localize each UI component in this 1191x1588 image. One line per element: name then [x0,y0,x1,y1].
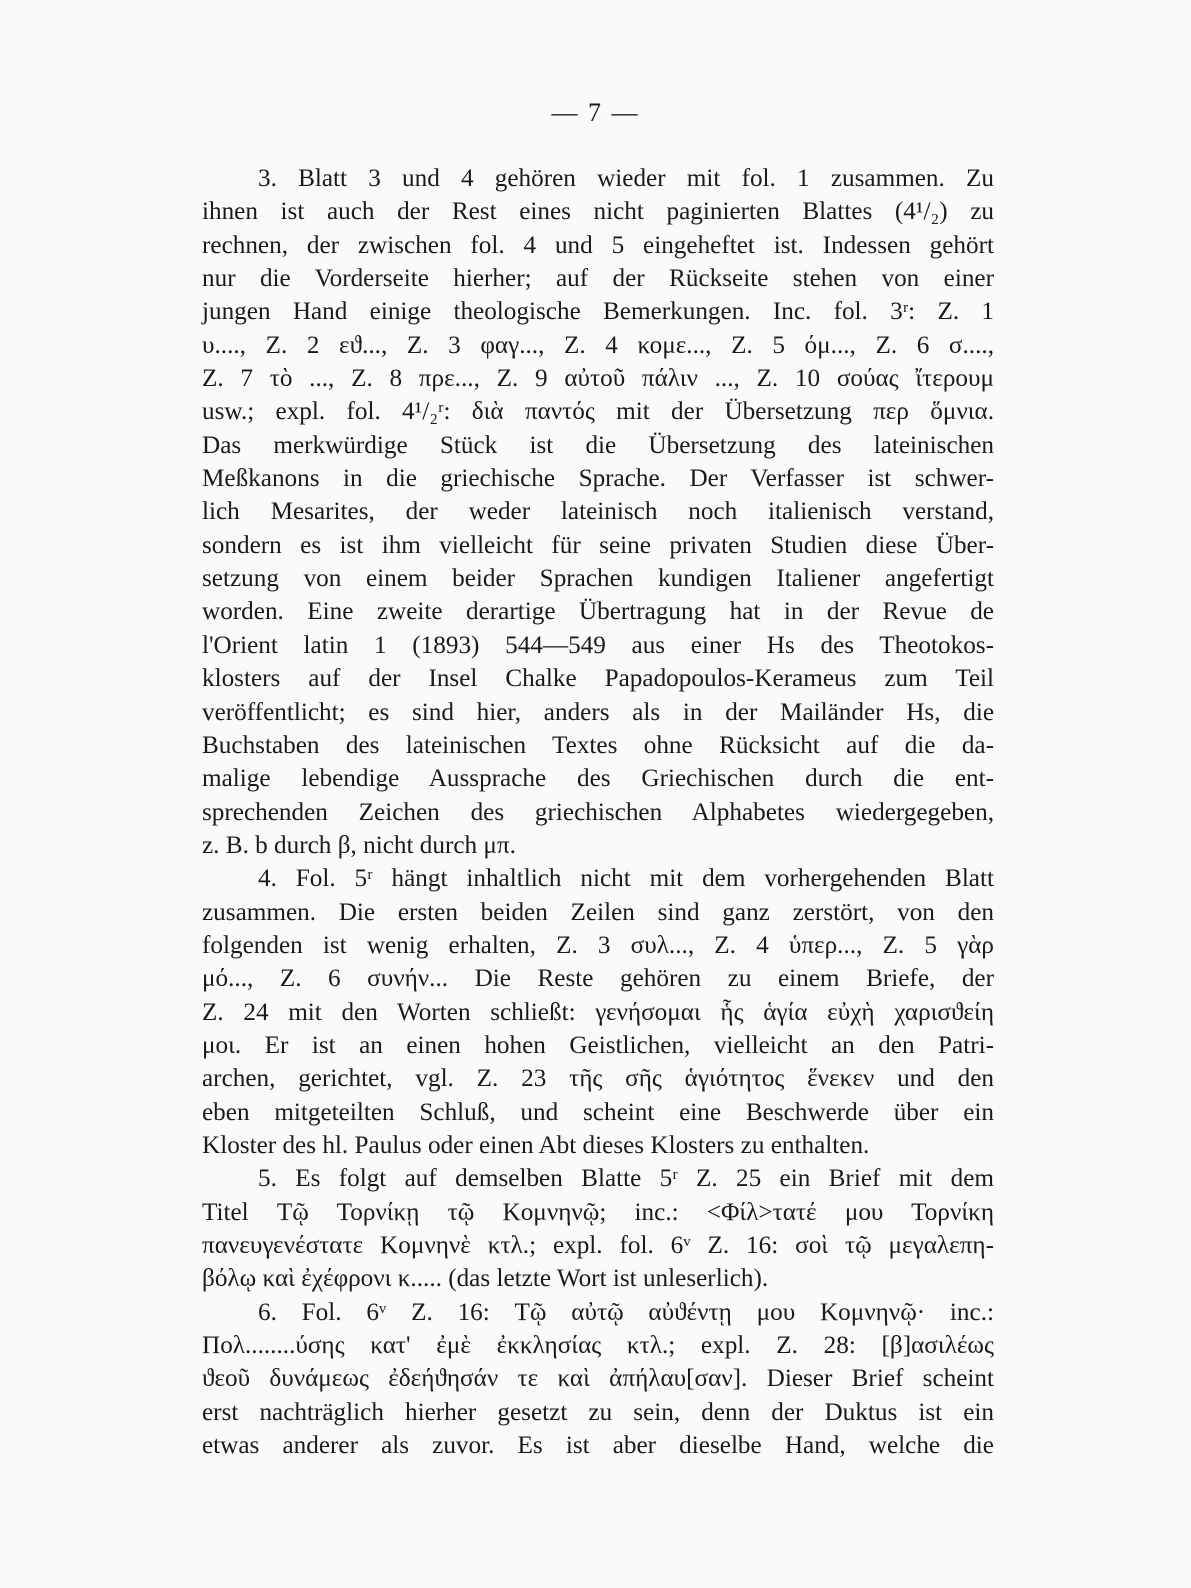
text-line: μό..., Z. 6 συνήν... Die Reste gehören zu einem Briefe, der [202,965,994,993]
text-line: ihnen ist auch der Rest eines nicht paginierten Blattes (4¹/₂) zu [202,198,994,226]
text-line: l'Orient latin 1 (1893) 544—549 aus einer Hs des Theotokos- [202,631,994,659]
text-line: jungen Hand einige theologische Bemerkungen. Inc. fol. 3ʳ: Z. 1 [202,298,994,326]
text-line: lich Mesarites, der weder lateinisch noch italienisch verstand, [202,498,994,526]
text-line: πανευγενέστατε Κομνηνὲ κτλ.; expl. fol. 6ᵛ Z. 16: σοὶ τῷ μεγαλεπη- [202,1232,994,1259]
paragraph-3 [202,162,994,862]
text-line: μοι. Er ist an einen hohen Geistlichen, vielleicht an den Patri- [202,1031,994,1059]
text-line: Buchstaben des lateinischen Textes ohne Rücksicht auf die da- [202,731,994,759]
text-line: eben mitgeteilten Schluß, und scheint eine Beschwerde über ein [202,1098,994,1126]
page-number: — 7 — [551,98,640,127]
text-line: malige lebendige Aussprache des Griechischen durch die ent- [202,765,994,793]
paragraph-6 [202,1296,994,1463]
text-line: etwas anderer als zuvor. Es ist aber dieselbe Hand, welche die [202,1432,994,1460]
paragraph-5 [202,1162,994,1295]
text-line: veröffentlicht; es sind hier, anders als in der Mailänder Hs, die [202,698,994,726]
text-line: 6. Fol. 6ᵛ Z. 16: Τῷ αὐτῷ αὐϑέντῃ μου Κομνηνῷ· inc.: [258,1298,994,1326]
text-line: Das merkwürdige Stück ist die Übersetzung des lateinischen [202,431,994,459]
text-line: Z. 7 τὸ ..., Z. 8 πρε..., Z. 9 αὐτοῦ πάλιν ..., Z. 10 σούας ἴτερουμ [202,365,994,393]
text-line: setzung von einem beider Sprachen kundigen Italiener angefertigt [202,565,994,593]
text-line: Kloster des hl. Paulus oder einen Abt dieses Klosters zu enthalten. [202,1131,870,1159]
text-line: usw.; expl. fol. 4¹/₂ʳ: διὰ παντός mit der Übersetzung περ ὅμνια. [202,398,994,426]
text-line: ϑεοῦ δυνάμεως ἐδεήϑησάν τε καὶ ἀπήλαυ[σαν]. Dieser Brief scheint [202,1365,994,1393]
text-line: folgenden ist wenig erhalten, Z. 3 συλ..., Z. 4 ὑπερ..., Z. 5 γὰρ [202,931,994,959]
body-text [202,162,994,1462]
text-line: βόλῳ καὶ ἐχέφρονι κ..... (das letzte Wort ist unleserlich). [202,1265,769,1293]
paragraph-4 [202,862,994,1162]
text-line: sprechenden Zeichen des griechischen Alphabetes wiedergegeben, [202,798,994,826]
text-line: zusammen. Die ersten beiden Zeilen sind ganz zerstört, von den [202,898,994,926]
text-line: 4. Fol. 5ʳ hängt inhaltlich nicht mit dem vorhergehenden Blatt [258,865,994,893]
text-line: υ...., Z. 2 εϑ..., Z. 3 φαγ..., Z. 4 κομε..., Z. 5 όμ..., Z. 6 σ...., [202,331,994,359]
text-line: rechnen, der zwischen fol. 4 und 5 eingeheftet ist. Indessen gehört [202,231,994,259]
text-line: worden. Eine zweite derartige Übertragung hat in der Revue de [202,598,994,626]
text-line: klosters auf der Insel Chalke Papadopoulos-Kerameus zum Teil [202,665,994,693]
text-line: sondern es ist ihm vielleicht für seine privaten Studien diese Über- [202,531,994,559]
text-line: Titel Τῷ Τορνίκῃ τῷ Κομνηνῷ; inc.: <Φίλ>τατέ μου Τορνίκη [202,1198,994,1226]
text-line: z. B. b durch β, nicht durch μπ. [202,831,516,859]
text-line: Z. 24 mit den Worten schließt: γενήσομαι ἧς ἁγία εὐχὴ χαρισϑείη [202,998,994,1026]
text-line: 3. Blatt 3 und 4 gehören wieder mit fol. 1 zusammen. Zu [258,165,994,192]
text-line: nur die Vorderseite hierher; auf der Rückseite stehen von einer [202,265,994,293]
text-line: Πολ........ύσης κατ' ἐμὲ ἐκκλησίας κτλ.; expl. Z. 28: [β]ασιλέως [202,1332,994,1360]
text-line: archen, gerichtet, vgl. Z. 23 τῆς σῆς ἁγιότητος ἕνεκεν und den [202,1065,994,1093]
text-line: Meßkanons in die griechische Sprache. Der Verfasser ist schwer- [202,465,994,493]
text-line: erst nachträglich hierher gesetzt zu sein, denn der Duktus ist ein [202,1398,994,1426]
text-line: 5. Es folgt auf demselben Blatte 5ʳ Z. 25 ein Brief mit dem [258,1165,994,1193]
